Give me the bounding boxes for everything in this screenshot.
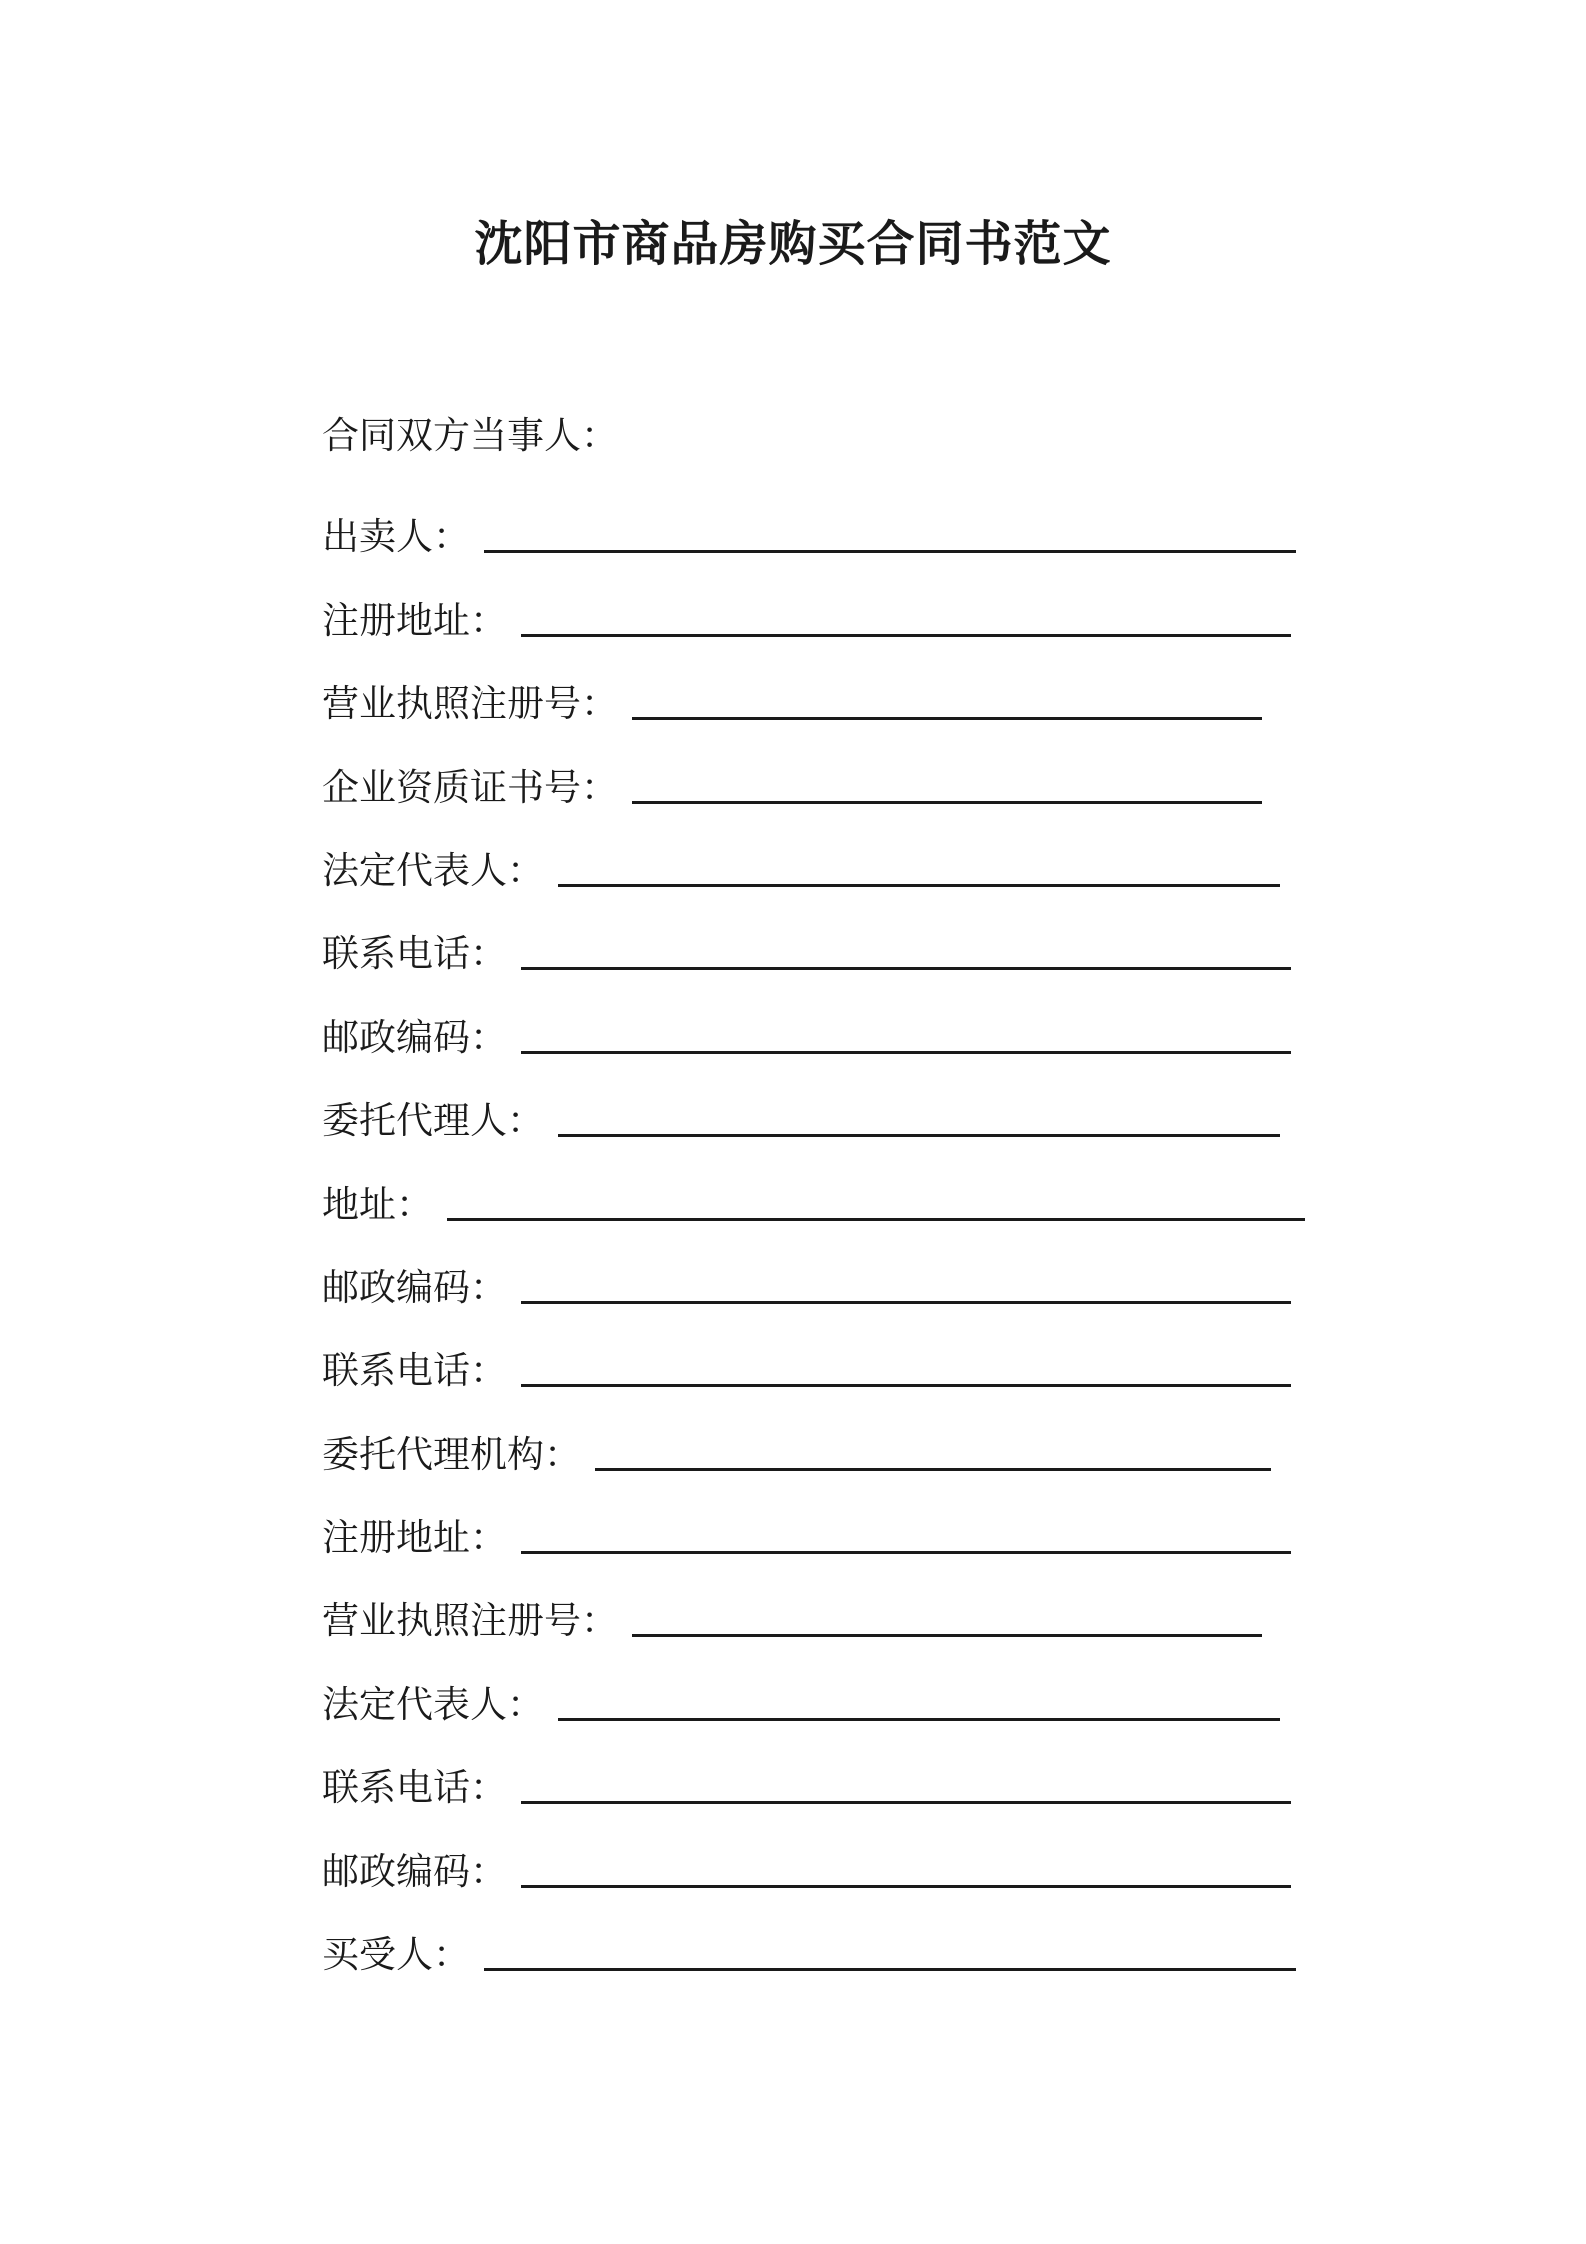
blank-line: [632, 1634, 1262, 1637]
blank-line: [447, 1218, 1305, 1221]
field-seller-business-license-no: [322, 661, 1302, 744]
field-label: 法定代表人：: [322, 848, 544, 892]
field-agency-phone: [322, 1745, 1302, 1828]
field-agency-postcode: [322, 1828, 1302, 1911]
blank-line: [558, 884, 1280, 887]
field-seller-postcode: [322, 994, 1302, 1077]
field-label: 邮政编码：: [322, 1265, 507, 1309]
field-buyer: [322, 1912, 1302, 1995]
field-label: 联系电话：: [322, 1766, 507, 1810]
field-label: 注册地址：: [322, 598, 507, 642]
field-seller-registered-address: [322, 577, 1302, 660]
blank-line: [558, 1134, 1280, 1137]
field-label: 联系电话：: [322, 932, 507, 976]
field-seller: [322, 494, 1302, 577]
field-label: 邮政编码：: [322, 1015, 507, 1059]
field-agency-registered-address: [322, 1495, 1302, 1578]
blank-line: [632, 801, 1262, 804]
blank-line: [521, 634, 1291, 637]
document-title: 沈阳市商品房购买合同书范文: [474, 216, 1112, 272]
blank-line: [484, 550, 1296, 553]
section-heading-parties: 合同双方当事人：: [322, 414, 618, 457]
field-label: 出卖人：: [322, 515, 470, 559]
field-label: 联系电话：: [322, 1349, 507, 1393]
blank-line: [595, 1468, 1271, 1471]
blank-line: [521, 967, 1291, 970]
blank-line: [484, 1968, 1296, 1971]
field-label: 营业执照注册号：: [322, 1599, 618, 1643]
field-agent-postcode: [322, 1245, 1302, 1328]
field-agent-address: [322, 1161, 1302, 1244]
field-label: 注册地址：: [322, 1516, 507, 1560]
field-agency-business-license-no: [322, 1578, 1302, 1661]
field-seller-legal-representative: [322, 828, 1302, 911]
field-label: 邮政编码：: [322, 1849, 507, 1893]
blank-line: [521, 1801, 1291, 1804]
field-seller-phone: [322, 911, 1302, 994]
blank-line: [521, 1301, 1291, 1304]
field-agency: [322, 1411, 1302, 1494]
field-label: 委托代理人：: [322, 1099, 544, 1143]
field-label: 企业资质证书号：: [322, 765, 618, 809]
field-label: 法定代表人：: [322, 1682, 544, 1726]
blank-line: [521, 1051, 1291, 1054]
party-fields-list: [322, 494, 1302, 1995]
field-label: 委托代理机构：: [322, 1432, 581, 1476]
blank-line: [521, 1384, 1291, 1387]
blank-line: [521, 1551, 1291, 1554]
field-label: 买受人：: [322, 1933, 470, 1977]
field-agent-phone: [322, 1328, 1302, 1411]
blank-line: [632, 717, 1262, 720]
field-agency-legal-representative: [322, 1661, 1302, 1744]
field-agent: [322, 1078, 1302, 1161]
field-label: 地址：: [322, 1182, 433, 1226]
blank-line: [521, 1885, 1291, 1888]
blank-line: [558, 1718, 1280, 1721]
field-label: 营业执照注册号：: [322, 682, 618, 726]
field-seller-qualification-cert-no: [322, 744, 1302, 827]
